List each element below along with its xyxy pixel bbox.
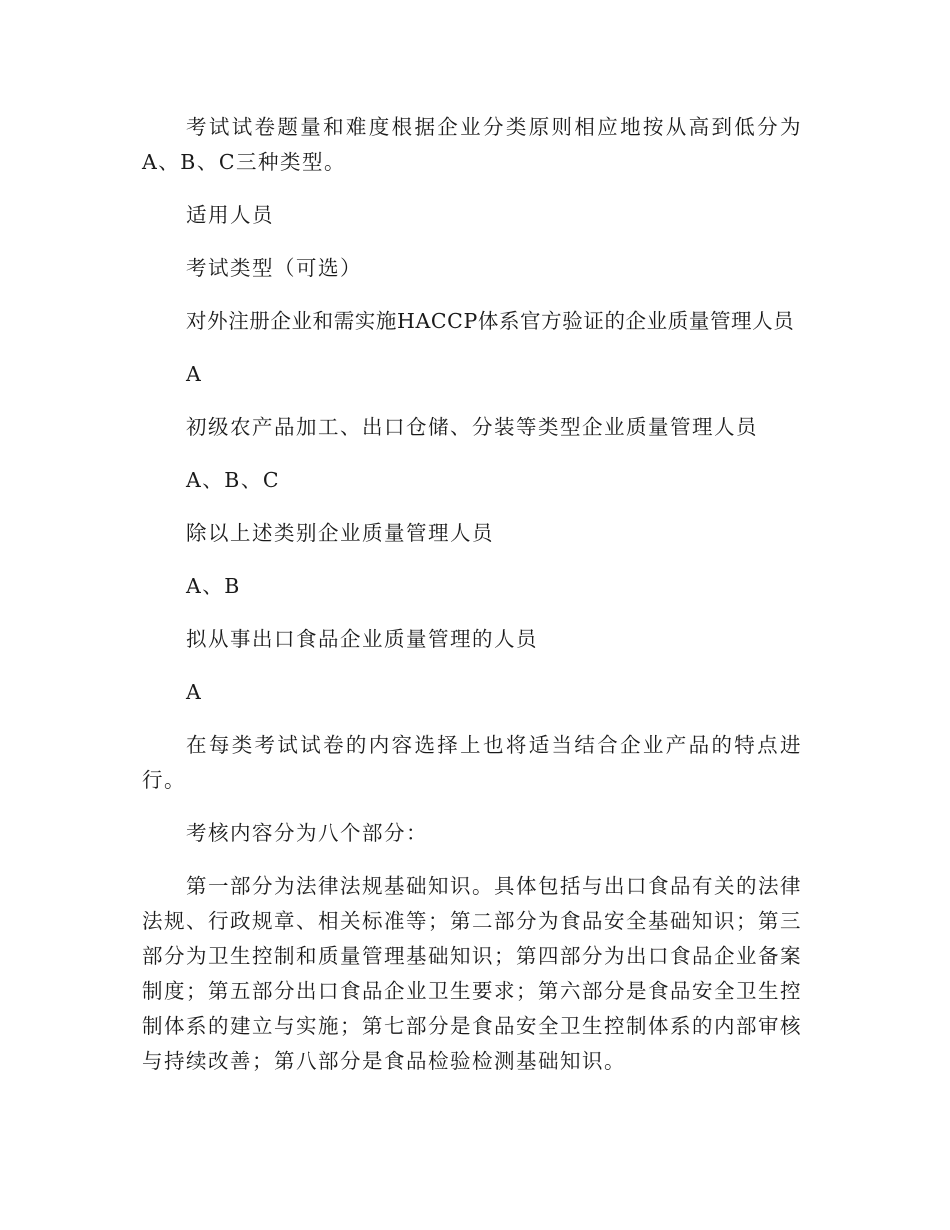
paragraph-type-ab: A、B bbox=[186, 574, 241, 598]
paragraph-registered-enterprise-personnel: 对外注册企业和需实施HACCP体系官方验证的企业质量管理人员 bbox=[186, 309, 795, 333]
paragraph-applicable-personnel: 适用人员 bbox=[186, 203, 274, 227]
paragraph-exam-type-optional: 考试类型（可选） bbox=[186, 256, 362, 280]
paragraph-primary-processing-personnel: 初级农产品加工、出口仓储、分装等类型企业质量管理人员 bbox=[186, 415, 758, 439]
paragraph-exam-types-intro: 考试试卷题量和难度根据企业分类原则相应地按从高到低分为A、B、C三种类型。 bbox=[142, 115, 802, 174]
paragraph-type-abc: A、B、C bbox=[186, 468, 281, 492]
paragraph-other-enterprise-personnel: 除以上述类别企业质量管理人员 bbox=[186, 521, 494, 545]
paragraph-type-a-2: A bbox=[186, 680, 203, 704]
paragraph-prospective-personnel: 拟从事出口食品企业质量管理的人员 bbox=[186, 627, 538, 651]
paragraph-content-selection: 在每类考试试卷的内容选择上也将适当结合企业产品的特点进行。 bbox=[142, 733, 802, 792]
paragraph-type-a-1: A bbox=[186, 362, 203, 386]
paragraph-assessment-parts-detail: 第一部分为法律法规基础知识。具体包括与出口食品有关的法律法规、行政规章、相关标准等；第二部分为食品安全基础知识；第三部分为卫生控制和质量管理基础知识；第四部分为出口食品企业备案制度；第五部分出口食品企业卫生要求；第六部分是食品安全卫生控制体系的建立与实施；第七部分是食品安全卫生控制体系的内部审核与持续改善；第八部分是食品检验检测基础知识。 bbox=[142, 874, 802, 1073]
paragraph-assessment-parts-heading: 考核内容分为八个部分： bbox=[186, 821, 428, 845]
